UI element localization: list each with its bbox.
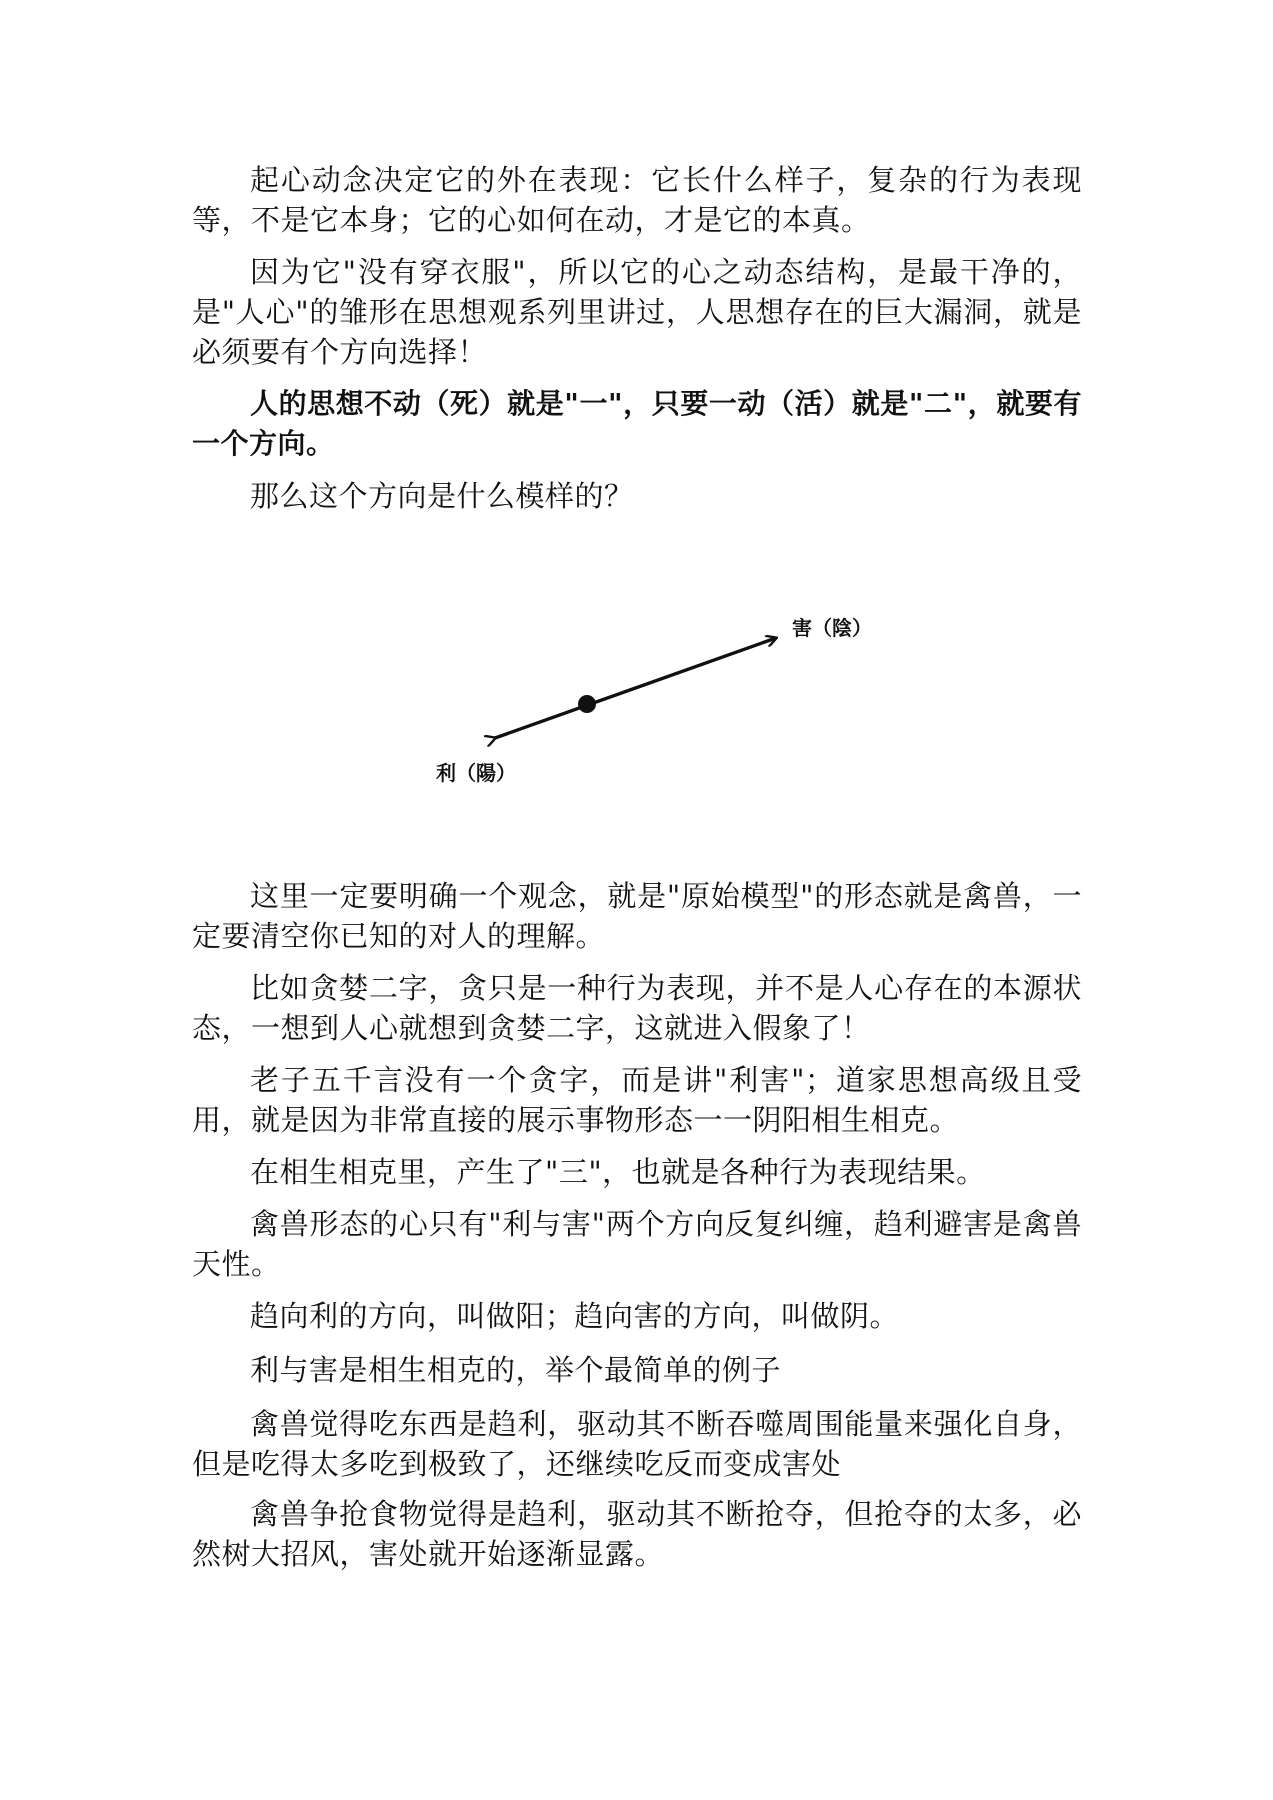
paragraph-competing: 禽兽争抢食物觉得是趋利，驱动其不断抢夺，但抢夺的太多，必然树大招风，害处就开始逐渐显露。 xyxy=(192,1497,1082,1571)
paragraph-eating: 禽兽觉得吃东西是趋利，驱动其不断吞噬周围能量来强化自身，但是吃得太多吃到极致了，还继续吃反而变成害处 xyxy=(192,1407,1082,1481)
paragraph-beast-heart: 禽兽形态的心只有"利与害"两个方向反复纠缠，趋利避害是禽兽天性。 xyxy=(192,1207,1082,1281)
paragraph-yin-yang: 趋向利的方向，叫做阳；趋向害的方向，叫做阴。 xyxy=(250,1299,900,1333)
center-dot xyxy=(578,695,596,713)
paragraph-greed: 比如贪婪二字，贪只是一种行为表现，并不是人心存在的本源状态，一想到人心就想到贪婪二字，这就进入假象了！ xyxy=(192,971,1082,1045)
paragraph-intro: 起心动念决定它的外在表现：它长什么样子，复杂的行为表现等，不是它本身；它的心如何在动，才是它的本真。 xyxy=(192,163,1082,237)
paragraph-example-intro: 利与害是相生相克的，举个最简单的例子 xyxy=(250,1353,782,1387)
paragraph-laozi: 老子五千言没有一个贪字，而是讲"利害"；道家思想高级且受用，就是因为非常直接的展示事物形态一一阴阳相生相克。 xyxy=(192,1063,1082,1137)
paragraph-three: 在相生相克里，产生了"三"，也就是各种行为表现结果。 xyxy=(250,1155,986,1189)
paragraph-question: 那么这个方向是什么模样的？ xyxy=(250,479,634,513)
label-harm-yin: 害（陰） xyxy=(792,616,872,640)
benefit-harm-diagram xyxy=(420,600,900,800)
direction-line xyxy=(495,638,776,738)
paragraph-direction-bold: 人的思想不动（死）就是"一"，只要一动（活）就是"二"，就要有一个方向。 xyxy=(192,387,1082,460)
paragraph-original-model: 这里一定要明确一个观念，就是"原始模型"的形态就是禽兽，一定要清空你已知的对人的理解。 xyxy=(192,879,1082,953)
label-benefit-yang: 利（陽） xyxy=(436,761,516,785)
paragraph-no-clothes: 因为它"没有穿衣服"，所以它的心之动态结构，是最干净的，是"人心"的雏形在思想观系列里讲过，人思想存在的巨大漏洞，就是必须要有个方向选择！ xyxy=(192,255,1082,369)
